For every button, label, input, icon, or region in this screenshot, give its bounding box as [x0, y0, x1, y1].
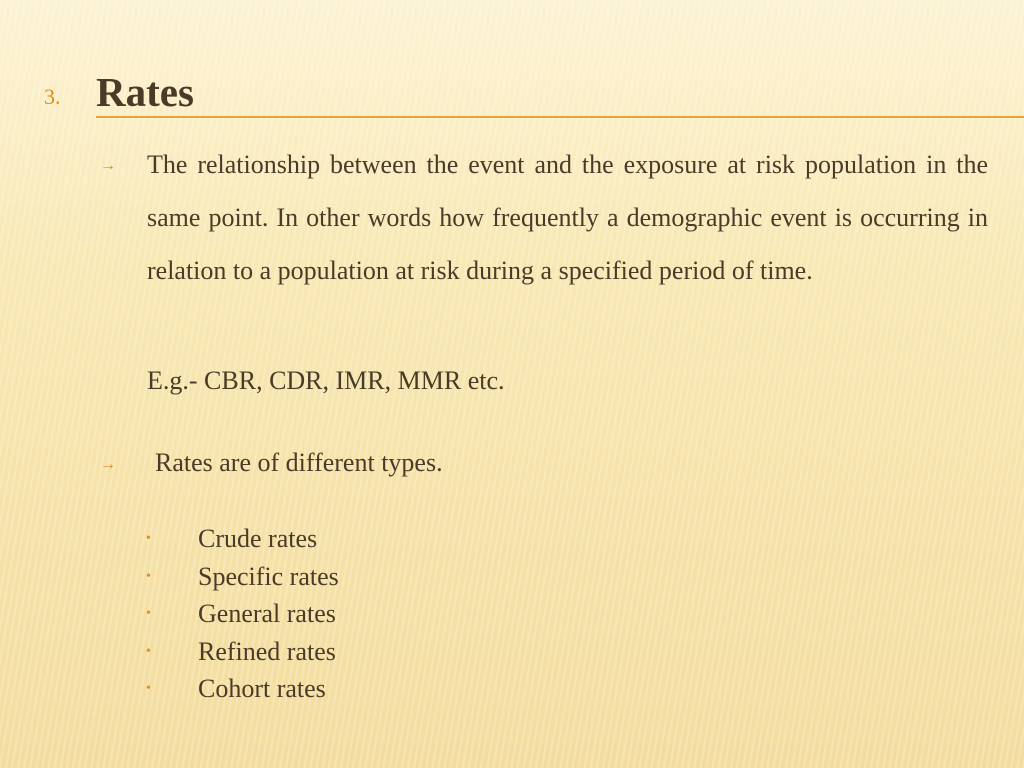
list-item-label: General rates [198, 599, 336, 628]
list-item-label: Specific rates [198, 561, 339, 591]
arrow-bullet-icon: → [100, 456, 116, 473]
list-item-label: Refined rates [198, 636, 336, 666]
list-item [140, 633, 540, 671]
definition-paragraph: The relationship between the event and the exposure at risk population in the same point. In other words how frequently a demographic event is occurring in relation to a population at risk during a specified period of time. [147, 150, 988, 285]
dot-bullet-icon: • [146, 681, 151, 696]
dot-bullet-icon: • [146, 606, 151, 621]
rate-types-list [140, 520, 540, 708]
list-item [140, 520, 540, 558]
title-number: 3. [44, 84, 61, 109]
example-text: E.g.- CBR, CDR, IMR, MMR etc. [147, 366, 505, 395]
list-item-label: Cohort rates [198, 674, 326, 703]
dot-bullet-icon: • [146, 568, 151, 584]
dot-bullet-icon: • [146, 643, 151, 659]
list-item [140, 595, 540, 633]
dot-bullet-icon: • [146, 531, 151, 546]
arrow-bullet-icon: → [100, 157, 116, 174]
slide-title: Rates [96, 69, 194, 115]
title-row [0, 64, 1024, 120]
types-intro: Rates are of different types. [155, 448, 443, 477]
list-item-label: Crude rates [198, 524, 318, 553]
title-divider [96, 116, 1024, 118]
list-item [140, 558, 540, 596]
list-item [140, 670, 540, 708]
